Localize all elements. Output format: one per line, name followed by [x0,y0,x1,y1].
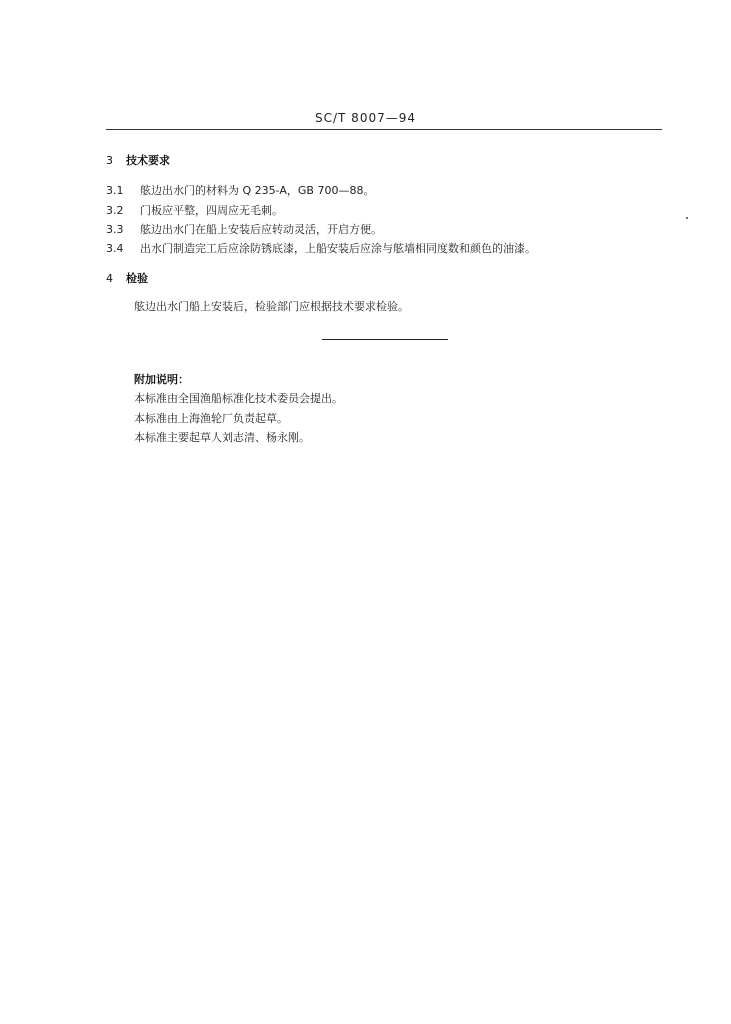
appendix-line: 本标准由上海渔轮厂负责起草。 [134,412,288,425]
section-4-title: 检验 [126,272,148,285]
scan-speck [686,217,688,219]
header-rule [106,129,662,130]
clause-3-2 [106,202,283,218]
section-4-heading [106,270,148,286]
clause-number: 3.3 [106,223,124,236]
section-4-text: 舷边出水门船上安装后，检验部门应根据技术要求检验。 [134,300,409,313]
clause-text: 舷边出水门在船上安装后应转动灵活，开启方便。 [140,223,382,236]
section-3-number: 3 [106,154,113,167]
appendix-line: 本标准由全国渔船标准化技术委员会提出。 [134,392,343,405]
clause-3-3 [106,221,382,237]
clause-3-1 [106,182,374,198]
clause-text: 门板应平整，四周应无毛刺。 [140,204,283,217]
appendix-line: 本标准主要起草人刘志清、杨永刚。 [134,431,310,444]
clause-3-4 [106,240,536,256]
section-3-title: 技术要求 [126,154,170,167]
clause-number: 3.1 [106,184,124,197]
appendix-title: 附加说明： [134,373,189,386]
clause-number: 3.2 [106,204,124,217]
clause-text: 出水门制造完工后应涂防锈底漆，上船安装后应涂与舷墙相同度数和颜色的油漆。 [140,242,536,255]
section-4-number: 4 [106,272,113,285]
end-of-text-rule [322,339,448,340]
clause-text: 舷边出水门的材料为 Q 235-A，GB 700—88。 [140,184,375,197]
standard-code: SC/T 8007—94 [315,111,416,125]
clause-number: 3.4 [106,242,124,255]
section-3-heading [106,152,170,168]
